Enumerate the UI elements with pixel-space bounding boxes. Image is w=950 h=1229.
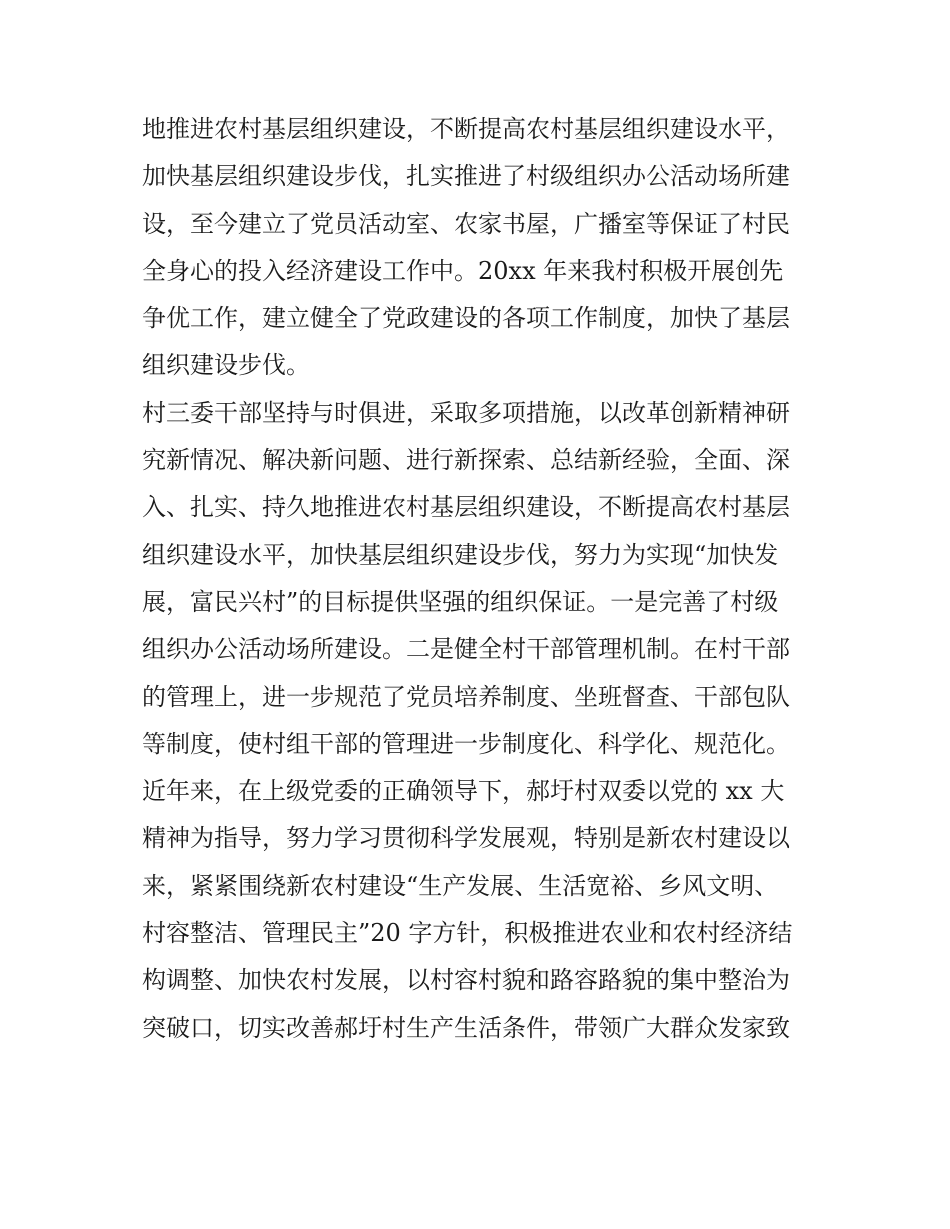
text-line: 村三委干部坚持与时俱进，采取多项措施，以改革创新精神研 [142,398,790,427]
text-line: 的管理上，进一步规范了党员培养制度、坐班督查、干部包队 [142,682,790,711]
text-line: 设，至今建立了党员活动室、农家书屋，广播室等保证了村民 [142,209,790,238]
document-body [142,106,822,1052]
text-line: 组织办公活动场所建设。二是健全村干部管理机制。在村干部 [142,635,790,664]
text-line: 争优工作，建立健全了党政建设的各项工作制度，加快了基层 [142,304,790,333]
text-line: 来，紧紧围绕新农村建设“生产发展、生活宽裕、乡风文明、 [142,871,779,900]
text-line: 突破口，切实改善郝圩村生产生活条件，带领广大群众发家致 [142,1013,790,1042]
text-line: 全身心的投入经济建设工作中。20xx 年来我村积极开展创先 [142,256,784,285]
text-line: 入、扎实、持久地推进农村基层组织建设，不断提高农村基层 [142,493,790,522]
text-line: 近年来，在上级党委的正确领导下，郝圩村双委以党的 xx 大 [142,777,785,806]
text-line: 地推进农村基层组织建设，不断提高农村基层组织建设水平， [142,115,790,143]
text-line: 村容整洁、管理民主”20 字方针，积极推进农业和农村经济结 [142,919,793,948]
text-line: 组织建设步伐。 [142,351,310,380]
text-line: 等制度，使村组干部的管理进一步制度化、科学化、规范化。 [142,729,790,758]
text-line: 组织建设水平，加快基层组织建设步伐，努力为实现“加快发 [142,540,779,569]
text-line: 加快基层组织建设步伐，扎实推进了村级组织办公活动场所建 [142,162,790,191]
text-line: 构调整、加快农村发展，以村容村貌和路容路貌的集中整治为 [142,966,790,995]
text-line: 精神为指导，努力学习贯彻科学发展观，特别是新农村建设以 [142,824,790,853]
text-line: 究新情况、解决新问题、进行新探索、总结新经验，全面、深 [142,446,790,475]
text-line: 展，富民兴村”的目标提供坚强的组织保证。一是完善了村级 [142,587,779,616]
